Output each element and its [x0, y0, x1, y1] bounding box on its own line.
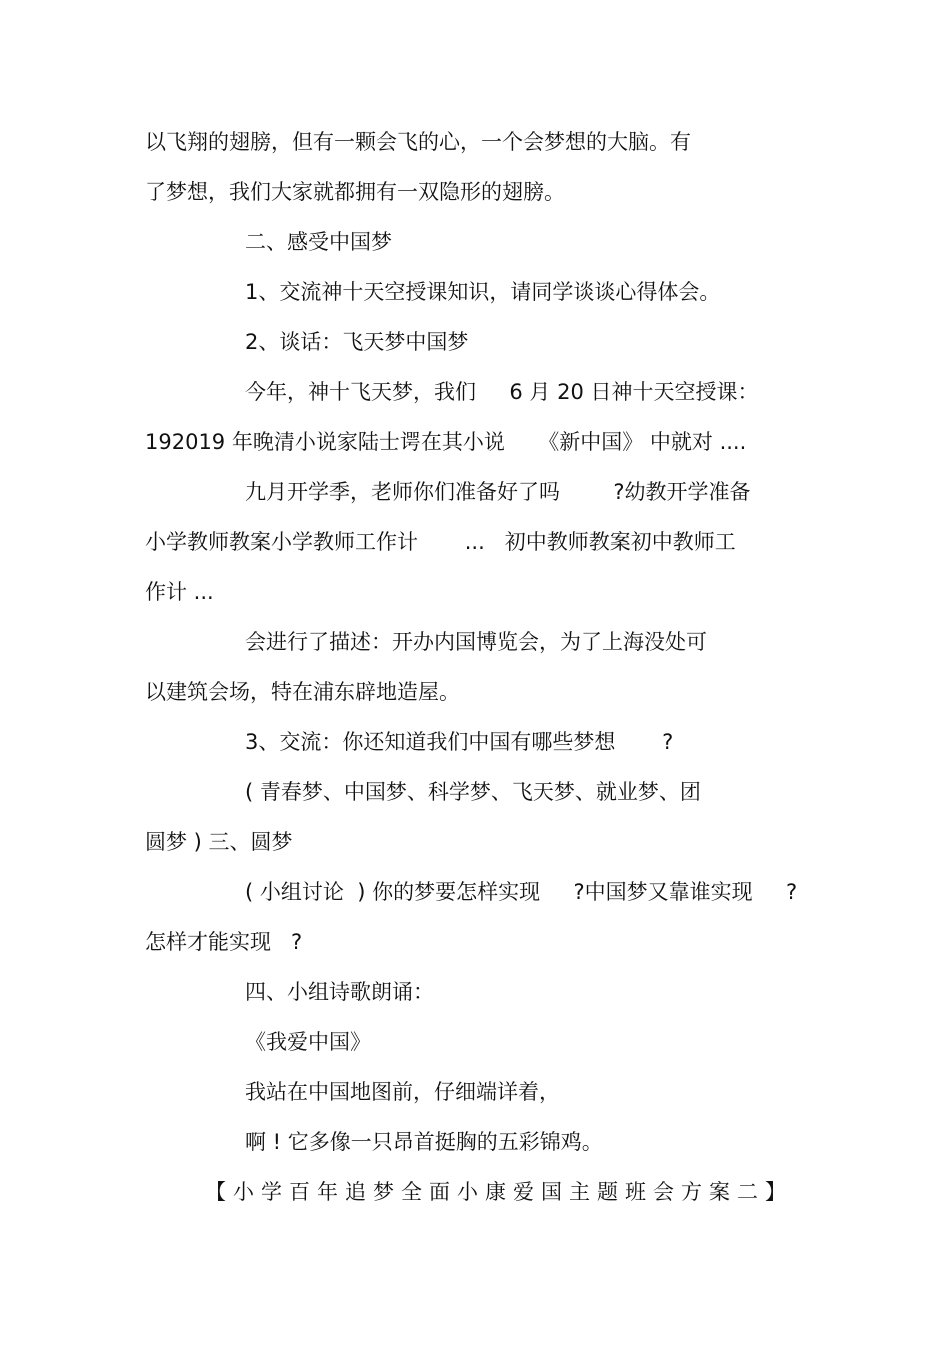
paragraph-line: 怎样才能实现 ?	[145, 930, 303, 954]
section-heading: 二、感受中国梦	[245, 230, 392, 254]
paragraph-line: 会进行了描述：开办内国博览会，为了上海没处可	[245, 630, 707, 654]
paragraph-line: 192019 年晚清小说家陆士谔在其小说 《新中国》 中就对 ....	[145, 430, 747, 454]
paragraph-line: 3、交流：你还知道我们中国有哪些梦想 ?	[245, 730, 674, 754]
paragraph-line: 小学教师教案小学教师工作计 ... 初中教师教案初中教师工	[145, 530, 736, 554]
paragraph-line: 2、谈话：飞天梦中国梦	[245, 330, 469, 354]
paragraph-line: 圆梦 ) 三、圆梦	[145, 830, 293, 854]
section-heading: 四、小组诗歌朗诵：	[245, 980, 434, 1004]
paragraph-line: ( 小组讨论 ) 你的梦要怎样实现 ?中国梦又靠谁实现 ?	[245, 880, 798, 904]
footer-title: 【小学百年追梦全面小康爱国主题班会方案二】	[205, 1180, 793, 1204]
paragraph-line: 以建筑会场，特在浦东辟地造屋。	[145, 680, 460, 704]
paragraph-line: 1、交流神十天空授课知识，请同学谈谈心得体会。	[245, 280, 721, 304]
paragraph-line: 九月开学季，老师你们准备好了吗 ?幼教开学准备	[245, 480, 751, 504]
paragraph-line: ( 青春梦、中国梦、科学梦、飞天梦、就业梦、团	[245, 780, 701, 804]
paragraph-line: 了梦想，我们大家就都拥有一双隐形的翅膀。	[145, 180, 565, 204]
poem-line: 啊 ! 它多像一只昂首挺胸的五彩锦鸡。	[245, 1130, 603, 1154]
poem-line: 我站在中国地图前，仔细端详着，	[245, 1080, 560, 1104]
paragraph-line: 以飞翔的翅膀，但有一颗会飞的心，一个会梦想的大脑。有	[145, 130, 691, 154]
paragraph-line: 今年，神十飞天梦，我们 6 月 20 日神十天空授课：	[245, 380, 759, 404]
poem-title: 《我爱中国》	[245, 1030, 371, 1054]
paragraph-line: 作计 ...	[145, 580, 214, 604]
